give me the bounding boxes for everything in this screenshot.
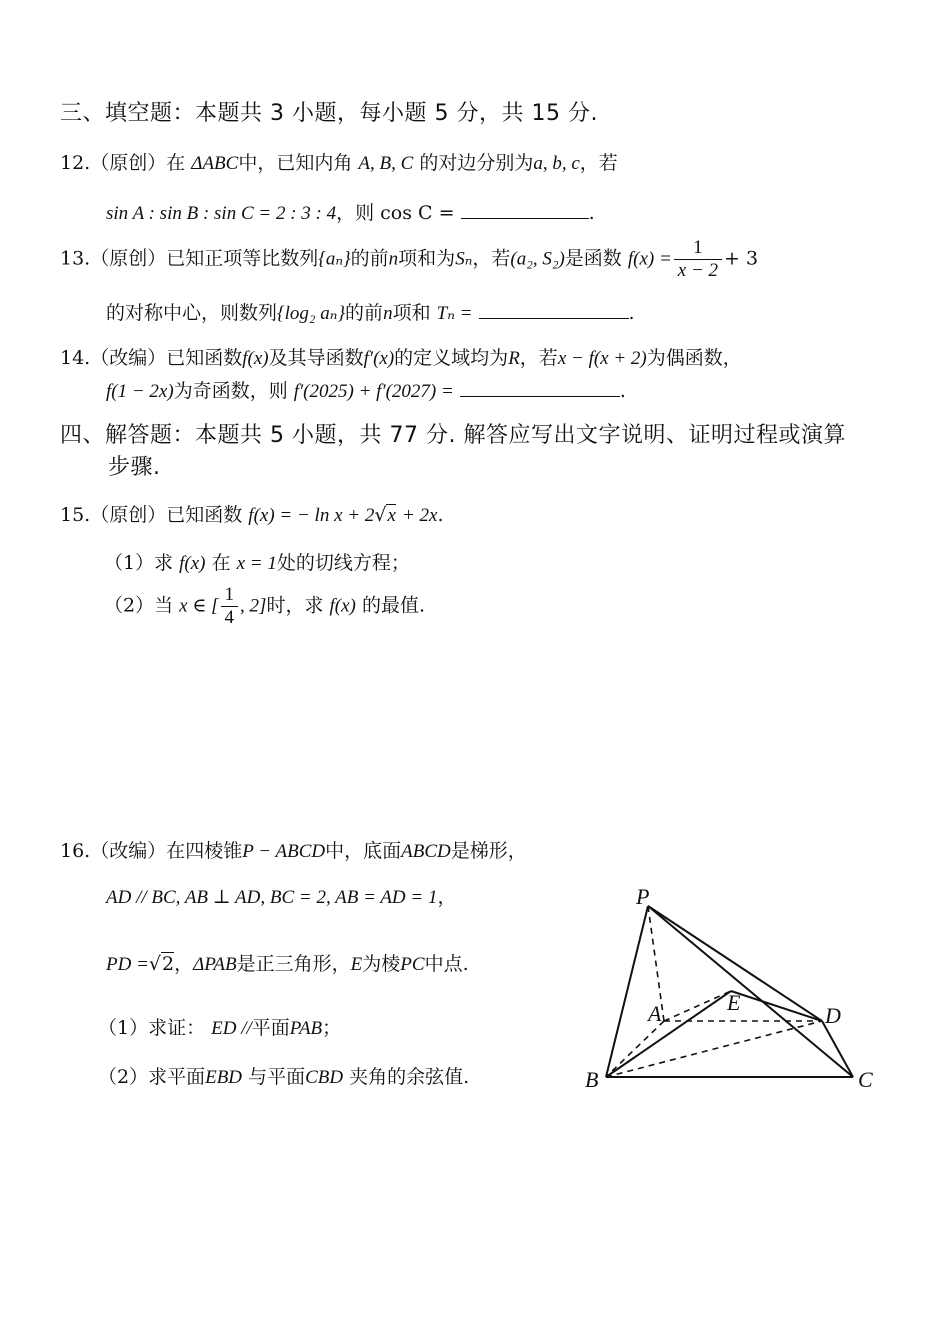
q14-r: R xyxy=(508,348,520,369)
q15-frac-den: 4 xyxy=(224,607,235,628)
section-4-heading-line-1: 四、解答题：本题共 5 小题，共 77 分. 解答应写出文字说明、证明过程或演算 xyxy=(60,423,846,448)
label-a: A xyxy=(648,1001,662,1026)
q14-stem-e: 为偶函数， xyxy=(646,347,742,369)
edge-dc xyxy=(822,1021,853,1077)
q14-tag: （改编） xyxy=(90,347,167,369)
label-e: E xyxy=(727,990,741,1015)
q13-stem-e: 是函数 xyxy=(564,247,622,270)
q14-stem-b: 及其导函数 xyxy=(268,347,364,369)
q12-angles: A, B, C xyxy=(358,153,414,174)
q16-cond2-a: PD = xyxy=(106,954,149,975)
question-14-line-2 xyxy=(106,376,626,403)
q16-cond2-d: 为棱 xyxy=(362,953,401,975)
q12-tag: （原创） xyxy=(90,152,167,174)
q15-p2-close: , 2] xyxy=(240,595,267,617)
q14-end: . xyxy=(619,380,626,402)
q13-frac-num: 1 xyxy=(674,237,722,260)
q15-p1-end: 处的切线方程； xyxy=(276,552,410,574)
q16-cond2-e: E xyxy=(350,954,363,975)
q16-cond1-end: ， xyxy=(437,886,457,908)
q15-number: 15. xyxy=(60,504,91,526)
q13-stem-b: 的前 xyxy=(350,247,389,270)
q15-end: . xyxy=(437,504,444,526)
question-15-part-1 xyxy=(104,548,410,575)
diagonal-bd xyxy=(606,1021,822,1077)
question-12-line-2: sin A : sin B : sin C = 2 : 3 : 4，则 cos C = . xyxy=(106,202,595,224)
q15-p2-f: f(x) xyxy=(329,595,356,617)
q13-tn: Tₙ = xyxy=(436,303,473,324)
q15-p1-mid: 在 xyxy=(211,552,231,574)
q13-fraction xyxy=(674,237,722,282)
question-15-part-2 xyxy=(104,584,425,629)
question-15-stem: 15.（原创）已知函数 f(x) = − ln x + 2√x + 2x. xyxy=(60,504,444,526)
q15-p2-label: （2）当 xyxy=(104,594,174,617)
q16-stem-a: 在四棱锥 xyxy=(166,840,243,862)
q16-p1-pab: PAB xyxy=(289,1018,323,1039)
q16-p2-label: （2）求平面 xyxy=(98,1066,206,1088)
q15-tag: （原创） xyxy=(90,504,167,526)
q13-n: n xyxy=(388,248,399,270)
q14-even-expr: x − f(x + 2) xyxy=(557,348,647,369)
q13-tag: （原创） xyxy=(90,247,167,270)
q16-tag: （改编） xyxy=(90,840,167,862)
question-16-condition-2: PD =√2，ΔPAB是正三角形，E为棱PC中点. xyxy=(106,953,469,975)
q16-cond2-c: 是正三角形， xyxy=(236,953,351,975)
q12-stem-c: 的对边分别为 xyxy=(419,152,534,174)
q16-p1-expr: ED // xyxy=(211,1018,252,1039)
q13-stem-c: 项和为 xyxy=(398,247,456,270)
q16-p1-end: ； xyxy=(322,1017,342,1039)
q14-stem-c: 的定义域均为 xyxy=(394,347,509,369)
q13-end: . xyxy=(628,302,635,324)
q13-seq: {aₙ} xyxy=(318,248,351,270)
question-13-line-1 xyxy=(60,237,758,282)
q16-p1-plane: 平面 xyxy=(251,1017,290,1039)
q13-number: 13. xyxy=(60,247,91,270)
q12-ask: ，则 cos C = xyxy=(336,202,455,224)
q15-p2-mid: 时，求 xyxy=(266,594,324,617)
q13-answer-blank[interactable] xyxy=(479,317,629,319)
edge-pc xyxy=(648,906,853,1077)
question-16-condition-1 xyxy=(106,882,457,909)
q13-func-right: + 3 xyxy=(724,247,759,270)
q12-stem-a: 在 xyxy=(166,152,186,174)
q16-p2-cbd: CBD xyxy=(305,1067,344,1088)
q15-p1-cond: x = 1 xyxy=(236,553,277,574)
label-d: D xyxy=(825,1003,841,1028)
label-b: B xyxy=(585,1067,599,1092)
question-12-line-1 xyxy=(60,148,618,175)
q16-p2-mid: 与平面 xyxy=(248,1066,306,1088)
q15-frac-num: 1 xyxy=(221,584,239,607)
q15-p2-x: x ∈ [ xyxy=(179,595,219,617)
q14-number: 14. xyxy=(60,347,91,369)
q15-sqrt-arg: x xyxy=(387,505,396,526)
edge-ab xyxy=(606,1021,664,1077)
q13-func-left: f(x) = xyxy=(627,248,672,270)
q13-line2-a: 的对称中心，则数列 xyxy=(106,302,278,324)
q15-p1-label: （1）求 xyxy=(104,552,174,574)
q16-cond1: AD // BC, AB ⊥ AD, BC = 2, AB = AD = 1 xyxy=(106,887,438,908)
q12-ratio: sin A : sin B : sin C = 2 : 3 : 4 xyxy=(106,203,337,224)
q16-cond2-sqrt: 2 xyxy=(162,953,175,975)
q15-stem: 已知函数 xyxy=(166,504,243,526)
label-p: P xyxy=(636,884,650,909)
q16-pyramid: P − ABCD xyxy=(242,841,326,862)
q14-odd-expr: f(1 − 2x) xyxy=(106,381,174,402)
question-14-line-1 xyxy=(60,343,742,370)
q12-stem-d: ，若 xyxy=(579,152,618,174)
q13-logseq: {log₂ aₙ} xyxy=(277,303,346,324)
q13-stem-d: ，若 xyxy=(472,247,511,270)
question-16-part-1 xyxy=(98,1013,341,1040)
q12-sides: a, b, c xyxy=(533,153,580,174)
q15-p2-end: 的最值. xyxy=(361,594,425,617)
pyramid-figure xyxy=(575,880,885,1100)
question-16-part-2 xyxy=(98,1062,469,1089)
q13-frac-den: x − 2 xyxy=(677,260,719,281)
q12-number: 12. xyxy=(60,152,91,174)
question-16-stem xyxy=(60,836,527,863)
q14-stem-f: 为奇函数，则 xyxy=(173,380,288,402)
section-3-heading: 三、填空题：本题共 3 小题，每小题 5 分，共 15 分. xyxy=(60,101,598,126)
q13-sn: Sₙ xyxy=(455,248,473,270)
q16-cond2-tri: ΔPAB xyxy=(193,954,237,975)
q14-fp: f′(x) xyxy=(363,348,395,369)
q13-line2-b: 的前 xyxy=(345,302,384,324)
q16-stem-b: 中，底面 xyxy=(325,840,402,862)
q13-line2-c: 项和 xyxy=(392,302,431,324)
q16-p2-end: 夹角的余弦值. xyxy=(349,1066,470,1088)
question-13-line-2 xyxy=(106,298,635,325)
q14-stem-a: 已知函数 xyxy=(166,347,243,369)
q15-func-b: + 2x xyxy=(401,505,438,526)
label-c: C xyxy=(858,1067,873,1092)
q14-f: f(x) xyxy=(242,348,269,369)
q14-answer-blank[interactable] xyxy=(460,395,620,397)
q12-answer-blank[interactable] xyxy=(461,217,589,219)
q16-number: 16. xyxy=(60,840,91,862)
q16-p2-ebd: EBD xyxy=(205,1067,243,1088)
q15-p1-f: f(x) xyxy=(179,553,206,574)
q16-p1-label: （1）求证： xyxy=(98,1017,206,1039)
section-4-heading-line-2: 步骤. xyxy=(108,455,161,480)
q16-stem-c: 是梯形， xyxy=(450,840,527,862)
q16-cond2-end: 中点. xyxy=(424,953,469,975)
q14-stem-d: ，若 xyxy=(519,347,558,369)
q13-point: (a₂, S₂) xyxy=(510,248,565,270)
q15-func-a: f(x) = − ln x + 2 xyxy=(248,505,375,526)
segment-ed xyxy=(731,991,822,1021)
q12-stem-b: 中，已知内角 xyxy=(238,152,353,174)
q16-cond2-b: ， xyxy=(174,953,194,975)
q16-cond2-pc: PC xyxy=(400,954,425,975)
q15-fraction xyxy=(221,584,239,629)
q13-stem-a: 已知正项等比数列 xyxy=(166,247,319,270)
q16-base: ABCD xyxy=(401,841,451,862)
q13-n-2: n xyxy=(383,303,393,324)
q14-sum: f′(2025) + f′(2027) = xyxy=(293,381,454,402)
q12-triangle: ΔABC xyxy=(191,153,239,174)
segment-ae xyxy=(664,991,731,1021)
